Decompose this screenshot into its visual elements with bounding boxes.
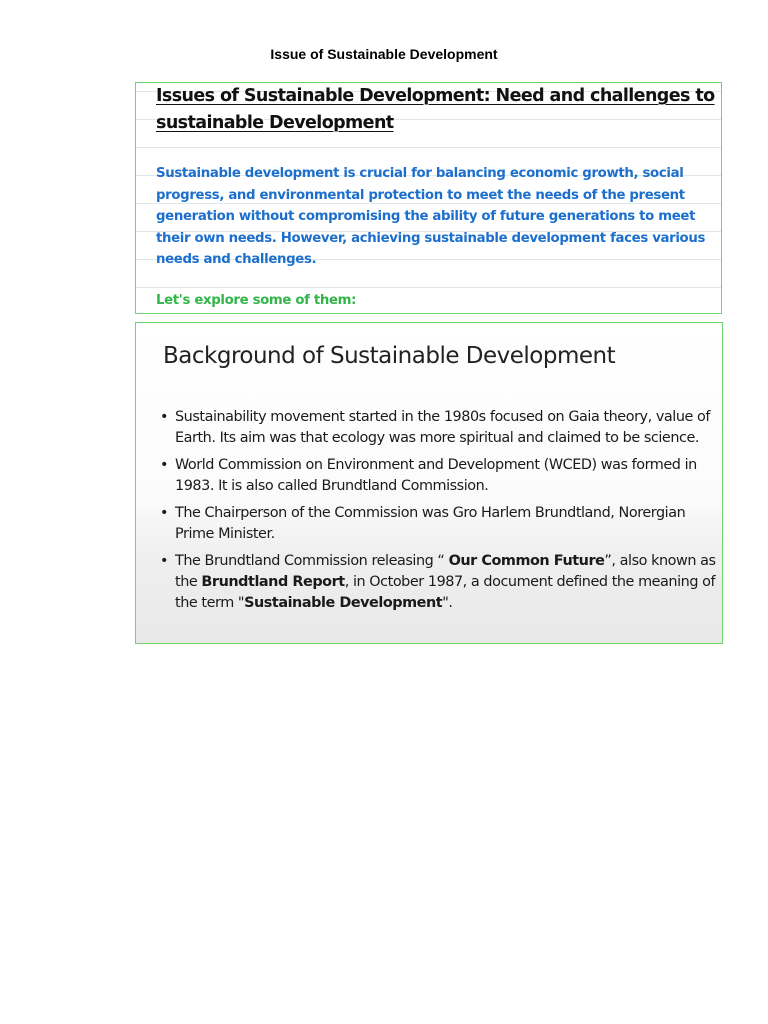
report-name: Brundtland Report (201, 574, 345, 590)
bullet-list (158, 407, 718, 620)
page-title: Issue of Sustainable Development (270, 46, 498, 62)
list-item (158, 407, 718, 449)
list-item (158, 503, 718, 545)
list-item-text: The Chairperson of the Commission was Gro Harlem Brundtland, Norergian Prime Minister. (175, 505, 686, 542)
list-item-text: Sustainability movement started in the 1980s focused on Gaia theory, value of Earth. Its aim was that ecology was more spiritual and claimed to be science. (175, 409, 711, 446)
slide-intro-paragraph: Sustainable development is crucial for balancing economic growth, social progress, and environmental protection to meet the needs of the present generation without compromising the ability of future generations to meet their own needs. However, achieving sustainable development faces various needs and challenges. (156, 166, 706, 267)
key-term: Sustainable Development (244, 595, 443, 611)
bullet-icon: • (160, 505, 169, 521)
notebook-rule (136, 287, 721, 288)
list-item-text: ". (442, 595, 453, 611)
slide-title: Background of Sustainable Development (163, 343, 616, 369)
slide-heading-line2: sustainable Development (156, 113, 394, 133)
list-item (158, 455, 718, 497)
slide-background (135, 322, 723, 644)
bullet-icon: • (160, 457, 169, 473)
slide-heading-line1: Issues of Sustainable Development: Need and challenges to (156, 86, 715, 106)
slide-explore-text: Let's explore some of them: (156, 293, 357, 308)
report-title: Our Common Future (448, 553, 605, 569)
list-item (158, 551, 718, 614)
list-item-text: , in October 1987, a document defined the meaning of the term " (175, 574, 716, 611)
slide-heading (156, 83, 716, 137)
bullet-icon: • (160, 409, 169, 425)
bullet-icon: • (160, 553, 169, 569)
notebook-rule (136, 147, 721, 148)
list-item-text: The Brundtland Commission releasing “ (175, 553, 449, 569)
list-item-text: ”, also known as the (175, 553, 716, 590)
slide-issues (135, 82, 722, 314)
list-item-text: World Commission on Environment and Development (WCED) was formed in 1983. It is also called Brundtland Commission. (175, 457, 697, 494)
